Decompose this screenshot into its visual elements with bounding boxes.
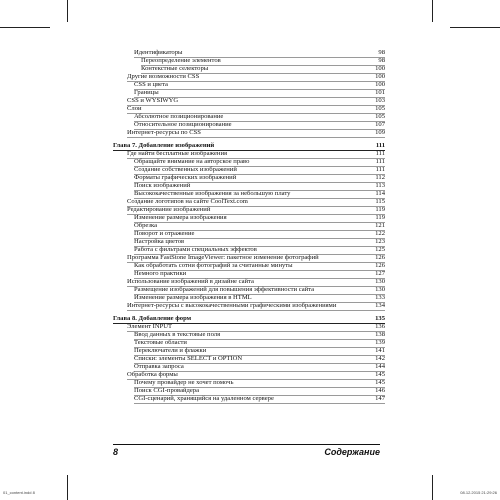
toc-entry-title: Списки: элементы SELECT и OPTION: [134, 355, 243, 362]
toc-entry-row: [0, 302, 500, 310]
toc-entry-row: [0, 121, 500, 129]
toc-entry-row: [0, 73, 500, 81]
toc-entry-row: [0, 174, 500, 182]
toc-entry-page: 114: [375, 190, 385, 197]
toc-entry-title: Переключатели и флажки: [134, 347, 207, 354]
toc-entry-page: 111: [375, 166, 385, 173]
toc-entry-row: [0, 379, 500, 387]
toc-entry-row: [0, 113, 500, 121]
footer-rule: [113, 444, 380, 445]
toc-entry-title: Другие возможности CSS: [127, 73, 200, 80]
toc-entry-title: Обрезка: [134, 222, 158, 229]
crop-mark-bottom-left: [67, 475, 68, 500]
toc-entry-page: 111: [375, 150, 385, 157]
toc-entry-page: 126: [375, 262, 385, 269]
toc-entry-page: 113: [375, 182, 385, 189]
toc-chapter-row: [0, 315, 500, 323]
toc-entry-page: 100: [375, 81, 385, 88]
toc-entry-title: Ввод данных в текстовые поля: [134, 331, 221, 338]
toc-entry-page: 105: [375, 113, 385, 120]
toc-entry-title: Отправка запроса: [134, 363, 184, 370]
toc-entry-row: [0, 81, 500, 89]
toc-entry-page: 133: [375, 294, 385, 301]
crop-mark-right-top: [450, 27, 500, 28]
footer-page-number: 8: [113, 447, 119, 457]
toc-entry-title: Использование изображений в дизайне сайта: [127, 278, 254, 285]
toc-entry-row: [0, 129, 500, 137]
crop-mark-top-left: [67, 0, 68, 22]
crop-mark-left-top: [0, 27, 50, 28]
toc-entry-page: 145: [375, 371, 385, 378]
toc-entry-rule: [127, 310, 385, 311]
toc-entry-title: Работа с фильтрами специальных эффектов: [134, 246, 257, 253]
toc-entry-title: Как обработать сотни фотографий за считанные минуты: [134, 262, 293, 269]
toc-entry-page: 126: [375, 254, 385, 261]
toc-entry-page: 147: [375, 395, 385, 402]
toc-entry-title: Контекстные селекторы: [141, 65, 209, 72]
toc-entry-page: 134: [375, 302, 385, 309]
toc-entry-title: Редактирование изображений: [127, 206, 211, 213]
toc-entry-title: Высококачественные изображения за небольшую плату: [134, 190, 291, 197]
print-slug-date: 08.12.2015 21:29:26: [460, 490, 497, 495]
toc-entry-page: 141: [375, 347, 385, 354]
toc-entry-title: Обращайте внимание на авторское право: [134, 158, 250, 165]
toc-entry-rule: [127, 137, 385, 138]
toc-entry-page: 130: [375, 286, 385, 293]
toc-entry-title: Глава 8. Добавление форм: [113, 315, 192, 322]
toc-entry-row: [0, 262, 500, 270]
toc-entry-row: [0, 49, 500, 57]
toc-entry-title: Глава 7. Добавление изображений: [113, 142, 215, 149]
toc-entry-row: [0, 150, 500, 158]
toc-entry-page: 100: [375, 65, 385, 72]
toc-entry-page: 98: [378, 49, 385, 56]
toc-entry-title: Поиск изображений: [134, 182, 191, 189]
toc-entry-row: [0, 363, 500, 371]
toc-entry-row: [0, 97, 500, 105]
toc-entry-title: Интернет-ресурсы по CSS: [127, 129, 201, 136]
toc-entry-row: [0, 395, 500, 403]
toc-entry-row: [0, 158, 500, 166]
toc-entry-title: Почему провайдер не хочет помочь: [134, 379, 234, 386]
toc-entry-page: 100: [375, 73, 385, 80]
toc-entry-row: [0, 238, 500, 246]
toc-entry-row: [0, 190, 500, 198]
toc-entry-row: [0, 214, 500, 222]
toc-entry-page: 146: [375, 387, 385, 394]
toc-entry-title: Размещение изображений для повышения эффективности сайта: [134, 286, 315, 293]
toc-entry-page: 135: [375, 315, 385, 322]
print-slug-file: 01_content.indd 8: [3, 490, 35, 495]
toc-entry-row: [0, 182, 500, 190]
toc-entry-title: Изменение размера изображения в HTML: [134, 294, 252, 301]
toc-entry-page: 121: [375, 222, 385, 229]
toc-entry-page: 127: [375, 270, 385, 277]
toc-chapter-row: [0, 142, 500, 150]
toc-entry-title: Абсолютное позиционирование: [134, 113, 224, 120]
crop-mark-top-right: [432, 0, 433, 22]
toc-entry-title: Немного практики: [134, 270, 187, 277]
toc-entry-page: 105: [375, 105, 385, 112]
toc-entry-row: [0, 323, 500, 331]
toc-entry-page: 145: [375, 379, 385, 386]
toc-entry-page: 142: [375, 355, 385, 362]
toc-entry-title: Создание собственных изображений: [134, 166, 237, 173]
toc-entry-page: 119: [375, 206, 385, 213]
toc-entry-page: 125: [375, 246, 385, 253]
toc-entry-row: [0, 286, 500, 294]
toc-entry-title: Форматы графических изображений: [134, 174, 237, 181]
toc-entry-title: CGI-сценарий, хранящийся на удаленном сервере: [134, 395, 274, 402]
toc-entry-page: 138: [375, 331, 385, 338]
toc-entry-title: Интернет-ресурсы с высококачественными графическими изображениями: [127, 302, 337, 309]
toc-entry-row: [0, 347, 500, 355]
toc-entry-page: 136: [375, 323, 385, 330]
toc-entry-page: 122: [375, 230, 385, 237]
toc-entry-row: [0, 278, 500, 286]
toc-entry-title: Идентификаторы: [134, 49, 183, 56]
toc-entry-page: 119: [375, 214, 385, 221]
toc-entry-page: 139: [375, 339, 385, 346]
toc-entry-title: Изменение размера изображения: [134, 214, 227, 221]
toc-entry-row: [0, 198, 500, 206]
toc-entry-row: [0, 246, 500, 254]
toc-entry-title: Настройка цветов: [134, 238, 185, 245]
toc-entry-page: 111: [375, 142, 385, 149]
toc-entry-row: [0, 89, 500, 97]
toc-entry-title: Относительное позиционирование: [134, 121, 232, 128]
toc-entry-row: [0, 387, 500, 395]
crop-mark-bottom-right: [432, 475, 433, 500]
toc-entry-title: Текстовые области: [134, 339, 187, 346]
toc-entry-row: [0, 206, 500, 214]
toc-entry-row: [0, 230, 500, 238]
toc-entry-row: [0, 222, 500, 230]
toc-entry-title: Программа FastStone ImageViewer: пакетное изменение фотографий: [127, 254, 319, 261]
toc-entry-title: Обработка формы: [127, 371, 178, 378]
toc-entry-page: 111: [375, 158, 385, 165]
toc-entry-page: 103: [375, 97, 385, 104]
toc-entry-title: Поиск CGI-провайдера: [134, 387, 200, 394]
toc-entry-row: [0, 339, 500, 347]
toc-entry-rule: [134, 403, 385, 404]
toc-entry-title: CSS и цвета: [134, 81, 168, 88]
toc-entry-row: [0, 65, 500, 73]
toc-entry-row: [0, 294, 500, 302]
toc-entry-title: Создание логотипов на сайте CoolText.com: [127, 198, 248, 205]
toc-entry-title: Переопределение элементов: [141, 57, 221, 64]
toc-entry-row: [0, 57, 500, 65]
toc-entry-row: [0, 270, 500, 278]
toc-entry-row: [0, 331, 500, 339]
toc-entry-page: 107: [375, 121, 385, 128]
toc-entry-row: [0, 254, 500, 262]
toc-entry-row: [0, 166, 500, 174]
toc-entry-page: 101: [375, 89, 385, 96]
toc-entry-title: Поворот и отражение: [134, 230, 195, 237]
toc-entry-page: 109: [375, 129, 385, 136]
toc-entry-title: Где найти бесплатные изображения: [127, 150, 228, 157]
toc-entry-page: 144: [375, 363, 385, 370]
toc-entry-page: 123: [375, 238, 385, 245]
toc-entry-page: 115: [375, 198, 385, 205]
toc-entry-title: Границы: [134, 89, 159, 96]
toc-entry-page: 98: [378, 57, 385, 64]
toc-entry-row: [0, 355, 500, 363]
footer-section-title: Содержание: [324, 447, 380, 457]
toc-entry-title: CSS и WYSIWYG: [127, 97, 179, 104]
toc-entry-title: Слои: [127, 105, 142, 112]
toc-entry-title: Элемент INPUT: [127, 323, 173, 330]
toc-entry-row: [0, 105, 500, 113]
toc-entry-row: [0, 371, 500, 379]
toc-entry-page: 130: [375, 278, 385, 285]
toc-entry-page: 112: [375, 174, 385, 181]
